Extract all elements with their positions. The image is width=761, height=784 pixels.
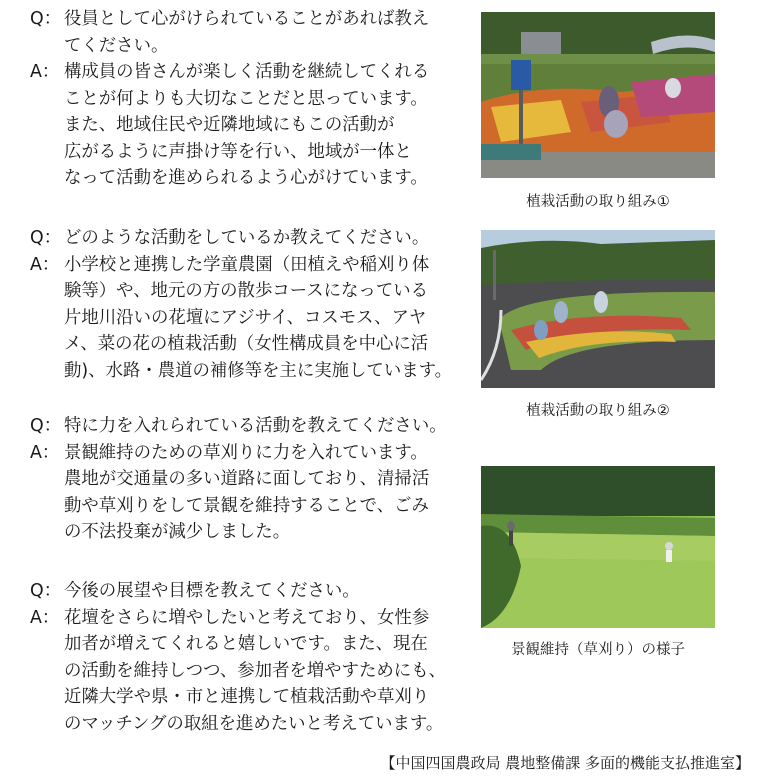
planting-photo-2 (481, 230, 715, 388)
answer-line: 動や草刈りをして景観を維持することで、ごみ (64, 495, 429, 516)
question-text (64, 225, 470, 252)
question-text (64, 578, 470, 605)
answer-text (64, 252, 470, 385)
question-1 (30, 6, 470, 59)
answer-line: 小学校と連携した学童農園（田植えや稲刈り体 (64, 254, 430, 275)
question-2 (30, 225, 470, 252)
question-label: Q： (30, 581, 62, 601)
mowing-photo (481, 466, 715, 628)
answer-line: 近隣大学や県・市と連携して植栽活動や草刈り (64, 687, 430, 707)
answer-1 (30, 59, 470, 192)
answer-line: 動)、水路・農道の補修等を主に実施しています。 (64, 360, 452, 381)
answer-line: 片地川沿いの花壇にアジサイ、コスモス、アヤ (64, 307, 427, 328)
qa-block-1 (30, 6, 470, 192)
answer-text (64, 440, 470, 546)
photo-caption-1: 植栽活動の取り組み① (526, 194, 670, 210)
answer-line: 景観維持のための草刈りに力を入れています。 (64, 442, 428, 463)
question-line: てください。 (64, 35, 169, 56)
question-4 (30, 578, 470, 605)
answer-line: 農地が交通量の多い道路に面しており、清掃活 (64, 469, 430, 489)
question-text (64, 6, 470, 59)
photo-caption-2: 植栽活動の取り組み② (526, 403, 670, 419)
question-label: Q： (30, 9, 62, 29)
answer-4 (30, 605, 470, 738)
answer-line: ことが何よりも大切なことだと思っています。 (64, 88, 428, 109)
question-3 (30, 413, 470, 440)
answer-text (64, 605, 470, 738)
answer-label: A： (30, 607, 60, 628)
answer-line: 花壇をさらに増やしたいと考えており、女性参 (64, 607, 430, 628)
question-line: どのような活動をしているか教えてください。 (64, 228, 430, 248)
qa-block-2 (30, 225, 470, 384)
answer-label: A： (30, 254, 60, 275)
answer-line: の不法投棄が減少しました。 (64, 522, 291, 542)
question-text (64, 413, 470, 440)
planting-photo-1 (481, 12, 715, 178)
answer-text (64, 59, 470, 192)
qa-block-3 (30, 413, 470, 546)
answer-line: のマッチングの取組を進めたいと考えています。 (64, 713, 444, 734)
photo-caption-3: 景観維持（草刈り）の様子 (511, 642, 685, 658)
question-label: Q： (30, 228, 62, 248)
answer-line: 広がるように声掛け等を行い、地域が一体と (64, 141, 412, 162)
answer-line: 構成員の皆さんが楽しく活動を継続してくれる (64, 62, 430, 82)
answer-line: 加者が増えてくれると嬉しいです。また、現在 (64, 634, 428, 654)
question-line: 役員として心がけられていることがあれば教え (64, 9, 430, 29)
footer-department: 【中国四国農政局 農地整備課 多面的機能支払推進室】 (380, 754, 750, 772)
answer-2 (30, 252, 470, 385)
answer-line: 験等）や、地元の方の散歩コースになっている (64, 281, 428, 301)
answer-line: また、地域住民や近隣地域にもこの活動が (64, 115, 395, 135)
answer-line: メ、菜の花の植栽活動（女性構成員を中心に活 (64, 334, 429, 354)
answer-label: A： (30, 62, 60, 82)
question-line: 今後の展望や目標を教えてください。 (64, 581, 360, 601)
question-line: 特に力を入れられている活動を教えてください。 (64, 416, 447, 436)
qa-block-4 (30, 578, 470, 737)
answer-3 (30, 440, 470, 546)
answer-line: なって活動を進められるよう心がけています。 (64, 168, 428, 188)
answer-line: の活動を維持しつつ、参加者を増やすためにも、 (64, 660, 446, 681)
question-label: Q： (30, 416, 62, 436)
answer-label: A： (30, 442, 60, 463)
